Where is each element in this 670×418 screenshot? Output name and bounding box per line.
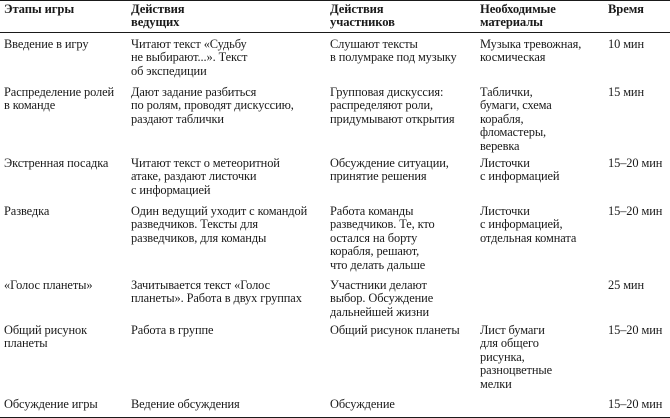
header-time — [608, 3, 644, 16]
participant-actions-cell-line: придумывают открытия — [330, 111, 455, 126]
stage-cell-line: Разведка — [4, 204, 50, 218]
participant-actions-cell — [330, 324, 460, 337]
header-rule — [0, 32, 670, 33]
host-actions-cell-line: Дают задание разбиться — [131, 85, 257, 99]
header-materials-line: Необходимые — [480, 2, 556, 16]
materials-cell-line: с информацией — [480, 169, 560, 184]
materials-cell-line: фломастеры, — [480, 125, 547, 140]
participant-actions-cell — [330, 205, 435, 272]
header-host-actions — [131, 3, 185, 30]
header-stages-line: Этапы игры — [4, 2, 75, 16]
materials-cell-line: с информацией, — [480, 217, 563, 232]
participant-actions-cell-line: Работа команды — [330, 204, 414, 218]
host-actions-cell — [131, 398, 240, 411]
materials-cell-line: мелки — [480, 376, 512, 391]
participant-actions-cell — [330, 279, 433, 319]
host-actions-cell-line: Один ведущий уходит с командой — [131, 204, 308, 218]
header-participant-actions-line: участников — [330, 15, 395, 30]
materials-cell-line: веревка — [480, 138, 520, 153]
header-host-actions-line: Действия — [131, 2, 185, 16]
time-cell: 15–20 мин — [608, 323, 663, 337]
materials-cell — [480, 324, 552, 391]
host-actions-cell-line: об экспедиции — [131, 63, 207, 78]
materials-cell-line: отдельная комната — [480, 230, 577, 245]
stage-cell — [4, 324, 87, 351]
header-time-line: Время — [608, 2, 644, 16]
time-cell: 15–20 мин — [608, 156, 663, 170]
participant-actions-cell-line: выбор. Обсуждение — [330, 291, 434, 306]
time-cell: 15 мин — [608, 85, 644, 99]
participant-actions-cell-line: в полумраке под музыку — [330, 50, 457, 65]
header-materials — [480, 3, 556, 30]
participant-actions-cell-line: Обсуждение ситуации, — [330, 156, 449, 170]
materials-cell-line: разноцветные — [480, 363, 552, 378]
time-cell: 10 мин — [608, 37, 644, 51]
participant-actions-cell-line: Общий рисунок планеты — [330, 323, 460, 337]
host-actions-cell-line: разведчиков, для команды — [131, 230, 267, 245]
header-stages — [4, 3, 74, 16]
materials-cell — [480, 205, 576, 245]
materials-cell-line: для общего — [480, 336, 539, 351]
host-actions-cell-line: Зачитывается текст «Голос — [131, 278, 270, 292]
participant-actions-cell-line: Слушают тексты — [330, 37, 418, 51]
host-actions-cell-line: Читают текст о метеоритной — [131, 156, 280, 170]
participant-actions-cell-line: Групповая дискуссия: — [330, 85, 444, 99]
participant-actions-cell-line: распределяют роли, — [330, 98, 433, 113]
materials-cell — [480, 86, 552, 153]
host-actions-cell — [131, 86, 294, 126]
stage-cell-line: Экстренная посадка — [4, 156, 109, 170]
materials-cell-line: корабля, — [480, 111, 524, 126]
host-actions-cell-line: Ведение обсуждения — [131, 397, 240, 411]
participant-actions-cell-line: остался на борту — [330, 230, 418, 245]
host-actions-cell — [131, 205, 307, 245]
stage-cell-line: Введение в игру — [4, 37, 89, 51]
host-actions-cell — [131, 38, 247, 78]
top-rule — [0, 0, 670, 1]
participant-actions-cell-line: корабля, решают, — [330, 244, 420, 259]
materials-cell-line: Листочки — [480, 156, 530, 170]
stage-cell-line: планеты — [4, 336, 48, 351]
stage-cell — [4, 398, 98, 411]
header-participant-actions-line: Действия — [330, 2, 384, 16]
header-materials-line: материалы — [480, 15, 543, 30]
materials-cell-line: Музыка тревожная, — [480, 37, 582, 51]
participant-actions-cell-line: что делать дальше — [330, 257, 426, 272]
host-actions-cell-line: планеты». Работа в двух группах — [131, 291, 302, 306]
stage-cell-line: «Голос планеты» — [4, 278, 93, 292]
host-actions-cell — [131, 279, 302, 306]
stage-cell-line: Общий рисунок — [4, 323, 88, 337]
participant-actions-cell-line: принятие решения — [330, 169, 427, 184]
host-actions-cell-line: раздают таблички — [131, 111, 224, 126]
host-actions-cell-line: атаке, раздают листочки — [131, 169, 257, 184]
participant-actions-cell — [330, 86, 454, 126]
materials-cell-line: Лист бумаги — [480, 323, 545, 337]
stage-cell-line: в команде — [4, 98, 56, 113]
host-actions-cell-line: Работа в группе — [131, 323, 214, 337]
participant-actions-cell-line: дальнейшей жизни — [330, 304, 430, 319]
materials-cell-line: Таблички, — [480, 85, 533, 99]
participant-actions-cell — [330, 38, 457, 65]
participant-actions-cell — [330, 398, 395, 411]
materials-cell — [480, 157, 559, 184]
materials-cell-line: бумаги, схема — [480, 98, 552, 113]
stage-cell — [4, 86, 114, 113]
time-cell: 25 мин — [608, 278, 644, 292]
time-cell: 15–20 мин — [608, 204, 663, 218]
stage-cell — [4, 38, 88, 51]
stage-cell-line: Распределение ролей — [4, 85, 115, 99]
participant-actions-cell-line: Участники делают — [330, 278, 427, 292]
host-actions-cell — [131, 324, 213, 337]
host-actions-cell-line: с информацией — [131, 182, 211, 197]
host-actions-cell — [131, 157, 280, 197]
stage-cell — [4, 205, 49, 218]
materials-cell — [480, 38, 581, 65]
materials-cell-line: рисунка, — [480, 349, 525, 364]
participant-actions-cell — [330, 157, 449, 184]
host-actions-cell-line: разведчиков. Тексты для — [131, 217, 259, 232]
participant-actions-cell-line: разведчиков. Те, кто — [330, 217, 435, 232]
stage-cell — [4, 279, 92, 292]
header-participant-actions — [330, 3, 395, 30]
stage-cell-line: Обсуждение игры — [4, 397, 98, 411]
header-host-actions-line: ведущих — [131, 15, 180, 30]
materials-cell-line: космическая — [480, 50, 546, 65]
stage-cell — [4, 157, 108, 170]
participant-actions-cell-line: Обсуждение — [330, 397, 395, 411]
materials-cell-line: Листочки — [480, 204, 530, 218]
host-actions-cell-line: по ролям, проводят дискуссию, — [131, 98, 294, 113]
host-actions-cell-line: не выбирают...». Текст — [131, 50, 248, 65]
host-actions-cell-line: Читают текст «Судьбу — [131, 37, 247, 51]
time-cell: 15–20 мин — [608, 397, 663, 411]
